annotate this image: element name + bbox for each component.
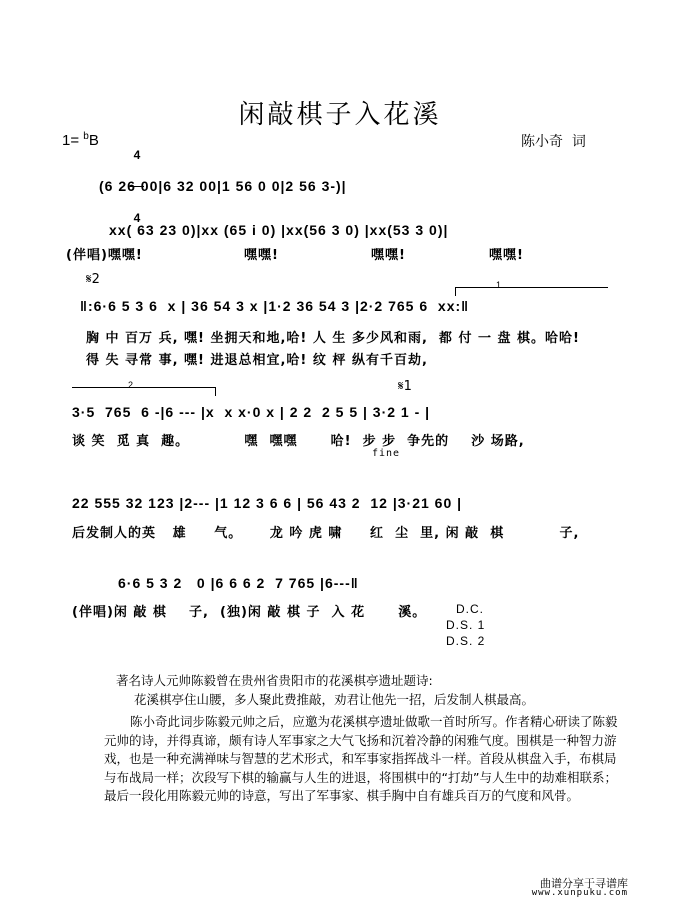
- meter-bottom: 4: [133, 211, 141, 225]
- flat-sign: b: [83, 131, 89, 142]
- fine-marker: fine: [372, 448, 401, 459]
- row1-lyric-3: 嘿嘿!: [371, 248, 406, 263]
- row1-lyric-2: 嘿嘿!: [244, 248, 279, 263]
- footer-site-name: 曲谱分享于寻谱库: [540, 877, 628, 890]
- row5-lyrics: (伴唱)闲 敲 棋 子, (独)闲 敲 棋 子 入 花 溪。: [72, 605, 427, 620]
- key-prefix: 1=: [62, 132, 84, 149]
- row2-verse1: 胸 中 百万 兵, 嘿! 坐拥天和地,哈! 人 生 多少风和雨, 都 付 一 盘 棋。哈哈!: [86, 331, 580, 346]
- row2-verse2: 得 失 寻常 事, 嘿! 进退总相宜,哈! 纹 枰 纵有千百劫,: [86, 353, 428, 368]
- dc-marker: D.C.: [456, 602, 484, 616]
- row4-lyrics: 后发制人的英 雄 气。 龙 吟 虎 啸 红 尘 里, 闲 敲 棋 子,: [72, 526, 580, 541]
- ds2-marker: D.S. 2: [446, 634, 486, 648]
- row1-lyric-4: 嘿嘿!: [489, 248, 524, 263]
- meter-top: 4: [133, 148, 141, 162]
- notes-intro: 著名诗人元帅陈毅曾在贵州省贵阳市的花溪棋亭遗址题诗:: [116, 673, 433, 688]
- segno-2: 𝄋2: [86, 272, 100, 287]
- key-note: B: [88, 132, 99, 149]
- volta-1-number: 1: [496, 280, 502, 290]
- lyricist-credit: 陈小奇 词: [521, 134, 586, 150]
- ds1-marker: D.S. 1: [446, 618, 486, 632]
- song-title: 闲敲棋子入花溪: [238, 100, 442, 130]
- volta-2-number: 2: [128, 380, 134, 390]
- footer-site-url[interactable]: www.xunpuku.com: [531, 888, 628, 898]
- row1-lyric-1: (伴唱)嘿嘿!: [66, 248, 143, 263]
- volta-1-bracket: [455, 287, 608, 296]
- notes-paragraph: 陈小奇此词步陈毅元帅之后，应邀为花溪棋亭遗址做歌一首时所写。作者精心研读了陈毅元帅的诗，并得真谛，颇有诗人军事家之大气飞扬和沉着冷静的闲雅气度。围棋是一种智力游戏，也是一种充满禅味与智慧的艺术形式，和军事家指挥战斗一样。首段从棋盘入手，布棋局与布战局一样；次段写下棋的输赢与人生的进退，将围棋中的“打劫”与人生中的劫难相联系；最后一段化用陈毅元帅的诗意，写出了军事家、棋手胸中自有雄兵百万的气度和风骨。: [104, 714, 618, 803]
- row1-notes: xx( 63 23 0)|xx (65 i 0) |xx(56 3 0) |xx(53 3 0)|: [109, 222, 449, 238]
- row3-notes: 3·5 765 6 -|6 --- |x x x·0 x | 2 2 2 5 5 | 3·2 1 - |: [72, 404, 431, 420]
- key-signature: [62, 131, 99, 149]
- intro-notes: (6 26 00|6 32 00|1 56 0 0|2 56 3-)|: [99, 178, 347, 194]
- row5-notes: 6·6 5 3 2 0 |6 6 6 2 7 765 |6---‖: [118, 575, 359, 591]
- row2-notes: ‖:6·6 5 3 6 x | 36 54 3 x |1·2 36 54 3 |2·2 765 6 xx:‖: [80, 298, 470, 314]
- notes-poem: 花溪棋亭住山腰，多人聚此费推敲，劝君让他先一招，后发制人棋最高。: [134, 692, 535, 707]
- volta-2-bracket: [72, 387, 216, 396]
- row4-notes: 22 555 32 123 |2--- |1 12 3 6 6 | 56 43 2 12 |3·21 60 |: [72, 495, 463, 511]
- row3-lyrics: 谈 笑 觅 真 趣。 嘿 嘿嘿 哈! 步 步 争先的 沙 场路,: [72, 434, 525, 449]
- segno-1: 𝄋1: [398, 379, 412, 394]
